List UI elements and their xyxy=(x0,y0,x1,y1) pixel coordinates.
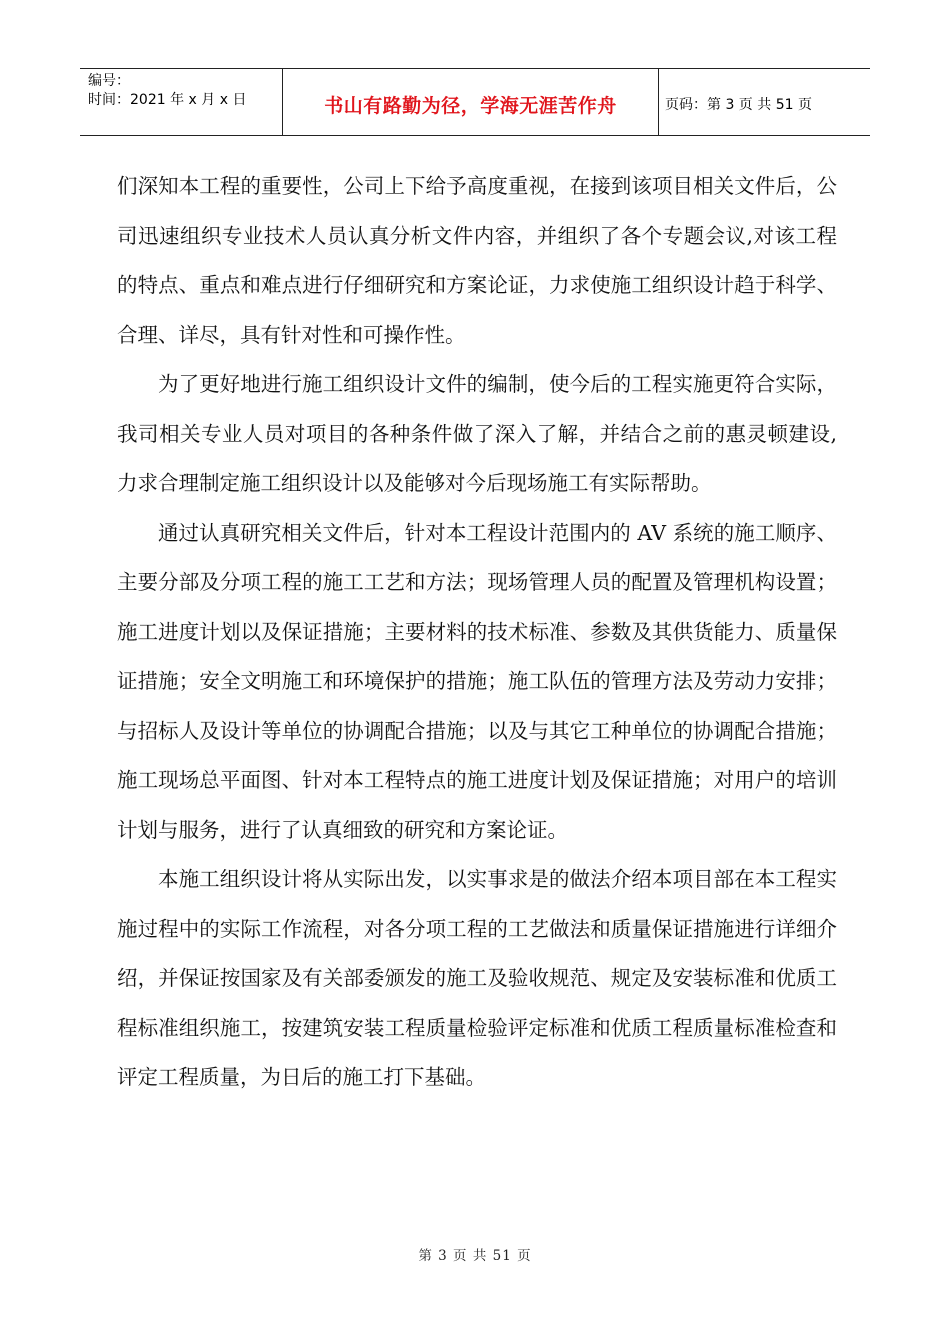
page-footer: 第 3 页 共 51 页 xyxy=(418,1248,532,1264)
body-paragraph: 本施工组织设计将从实际出发，以实事求是的做法介绍本项目部在本工程实施过程中的实际工作流程，对各分项工程的工艺做法和质量保证措施进行详细介绍，并保证按国家及有关部委颁发的施工及验收规范、规定及安装标准和优质工程标准组织施工，按建筑安装工程质量检验评定标准和优质工程质量标准检查和评定工程质量，为日后的施工打下基础。 xyxy=(117,867,837,1089)
body-paragraph: 为了更好地进行施工组织设计文件的编制，使今后的工程实施更符合实际，我司相关专业人员对项目的各种条件做了深入了解，并结合之前的惠灵顿建设,力求合理制定施工组织设计以及能够对今后现场施工有实际帮助。 xyxy=(117,372,837,495)
header-meta-cell xyxy=(80,69,283,135)
body-paragraph: 通过认真研究相关文件后，针对本工程设计范围内的 AV 系统的施工顺序、主要分部及分项工程的施工工艺和方法；现场管理人员的配置及管理机构设置；施工进度计划以及保证措施；主要材料的技术标准、参数及其供货能力、质量保证措施；安全文明施工和环境保护的措施；施工队伍的管理方法及劳动力安排；与招标人及设计等单位的协调配合措施；以及与其它工种单位的协调配合措施；施工现场总平面图、针对本工程特点的施工进度计划及保证措施；对用户的培训计划与服务，进行了认真细致的研究和方案论证。 xyxy=(117,520,837,842)
document-date-label: 时间：2021 年 x 月 x 日 xyxy=(88,92,247,108)
body-paragraph-continued: 们深知本工程的重要性，公司上下给予高度重视，在接到该项目相关文件后，公司迅速组织专业技术人员认真分析文件内容，并组织了各个专题会议,对该工程的特点、重点和难点进行仔细研究和方案论证，力求使施工组织设计趋于科学、合理、详尽，具有针对性和可操作性。 xyxy=(117,174,837,347)
document-body xyxy=(117,162,837,1103)
document-header xyxy=(80,68,870,136)
header-motto: 书山有路勤为径，学海无涯苦作舟 xyxy=(283,69,659,135)
header-page-info: 页码：第 3 页 共 51 页 xyxy=(665,97,812,113)
document-number-label: 编号： xyxy=(88,73,130,89)
